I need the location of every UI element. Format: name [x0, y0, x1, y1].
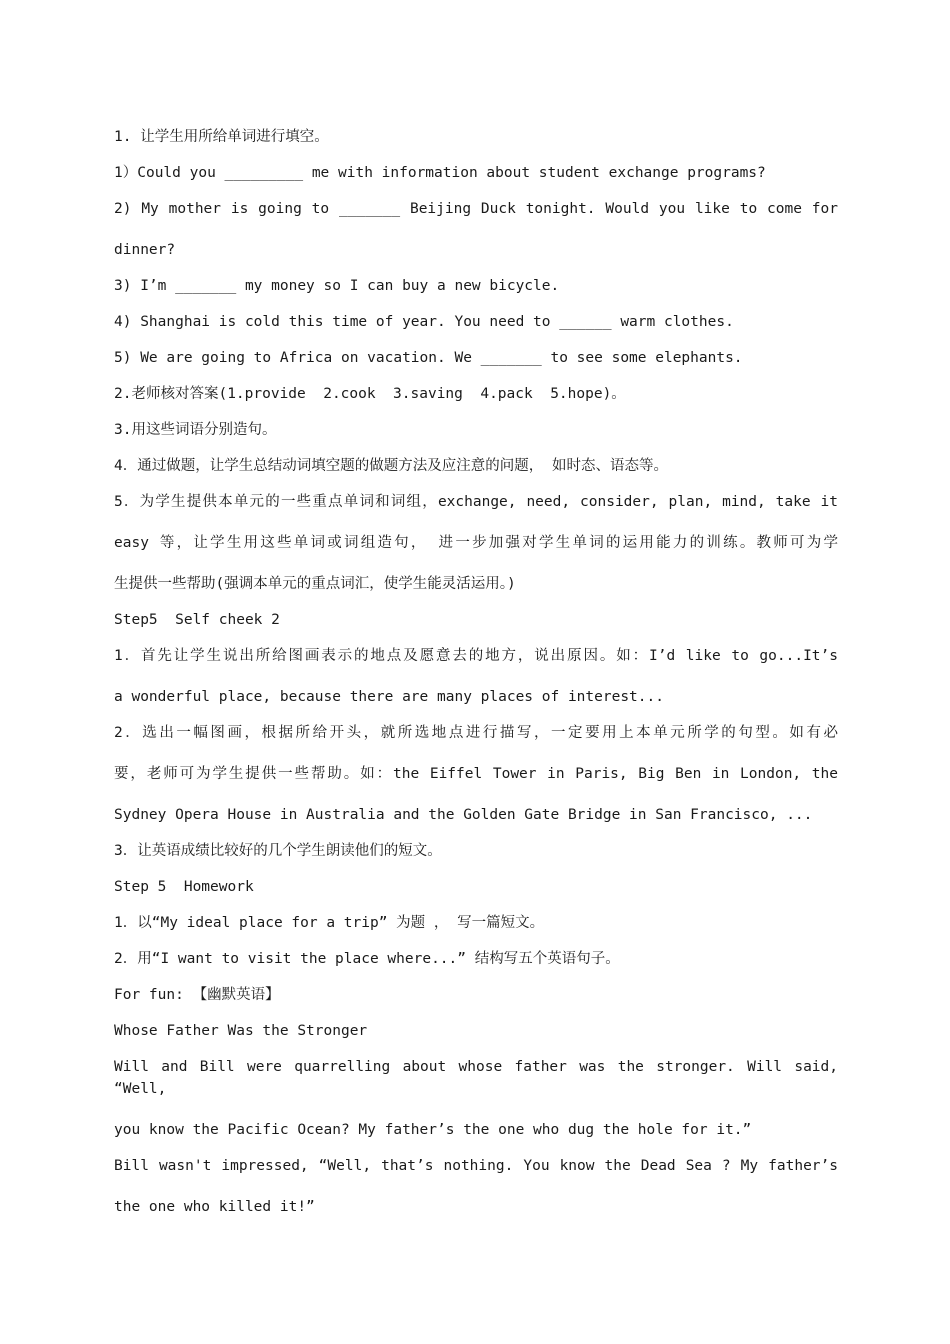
key-words-step-end: 生提供一些帮助(强调本单元的重点词汇，使学生能灵活运用。) [114, 576, 516, 592]
exercise-item-5: 5) We are going to Africa on vacation. We _______ to see some elephants. [114, 350, 743, 366]
self-check-step-3: 3．让英语成绩比较好的几个学生朗读他们的短文。 [114, 843, 442, 859]
homework-item-2: 2．用“I want to visit the place where...” 结构写五个英语句子。 [114, 951, 620, 967]
section-heading-self-check: Step5 Self cheek 2 [114, 612, 280, 628]
story-paragraph-1: Will and Bill were quarrelling about whose father was the stronger. Will said, “Well, [114, 1059, 838, 1097]
exercise-item-4: 4) Shanghai is cold this time of year. You need to ______ warm clothes. [114, 314, 734, 330]
key-words-step-cont: easy 等，让学生用这些单词或词组造句， 进一步加强对学生单词的运用能力的训练。教师可为学 [114, 535, 838, 551]
story-title: Whose Father Was the Stronger [114, 1023, 368, 1039]
story-paragraph-1-cont: you know the Pacific Ocean? My father’s the one who dug the hole for it.” [114, 1122, 752, 1138]
section-heading-homework: Step 5 Homework [114, 879, 254, 895]
self-check-step-2: 2．选出一幅图画，根据所给开头，就所选地点进行描写，一定要用上本单元所学的句型。如有必 [114, 725, 838, 741]
story-paragraph-2: Bill wasn't impressed, “Well, that’s nothing. You know the Dead Sea ? My father’s [114, 1158, 838, 1174]
exercise-item-3: 3) I’m _______ my money so I can buy a new bicycle. [114, 278, 560, 294]
self-check-step-1: 1．首先让学生说出所给图画表示的地点及愿意去的地方，说出原因。如：I’d like to go...It’s [114, 648, 838, 664]
self-check-step-2-cont: 要，老师可为学生提供一些帮助。如：the Eiffel Tower in Paris, Big Ben in London, the [114, 766, 838, 782]
exercise-item-2-cont: dinner? [114, 242, 176, 258]
self-check-step-2-end: Sydney Opera House in Australia and the Golden Gate Bridge in San Francisco, ... [114, 807, 813, 823]
homework-item-1: 1．以“My ideal place for a trip” 为题 ， 写一篇短文。 [114, 915, 545, 931]
exercise-item-2: 2) My mother is going to _______ Beijing Duck tonight. Would you like to come for [114, 201, 838, 217]
key-words-step: 5．为学生提供本单元的一些重点单词和词组，exchange, need, consider, plan, mind, take it [114, 494, 838, 510]
for-fun-heading: For fun: 【幽默英语】 [114, 987, 280, 1003]
exercise-instruction: 1. 让学生用所给单词进行填空。 [114, 129, 329, 145]
story-paragraph-2-cont: the one who killed it!” [114, 1199, 315, 1215]
summary-step: 4．通过做题，让学生总结动词填空题的做题方法及应注意的问题， 如时态、语态等。 [114, 458, 668, 474]
answer-check: 2.老师核对答案(1.provide 2.cook 3.saving 4.pack 5.hope)。 [114, 386, 626, 402]
make-sentences: 3.用这些词语分别造句。 [114, 422, 277, 438]
exercise-item-1: 1）Could you _________ me with information about student exchange programs? [114, 165, 766, 181]
document-body [114, 126, 838, 1218]
self-check-step-1-cont: a wonderful place, because there are many places of interest... [114, 689, 664, 705]
